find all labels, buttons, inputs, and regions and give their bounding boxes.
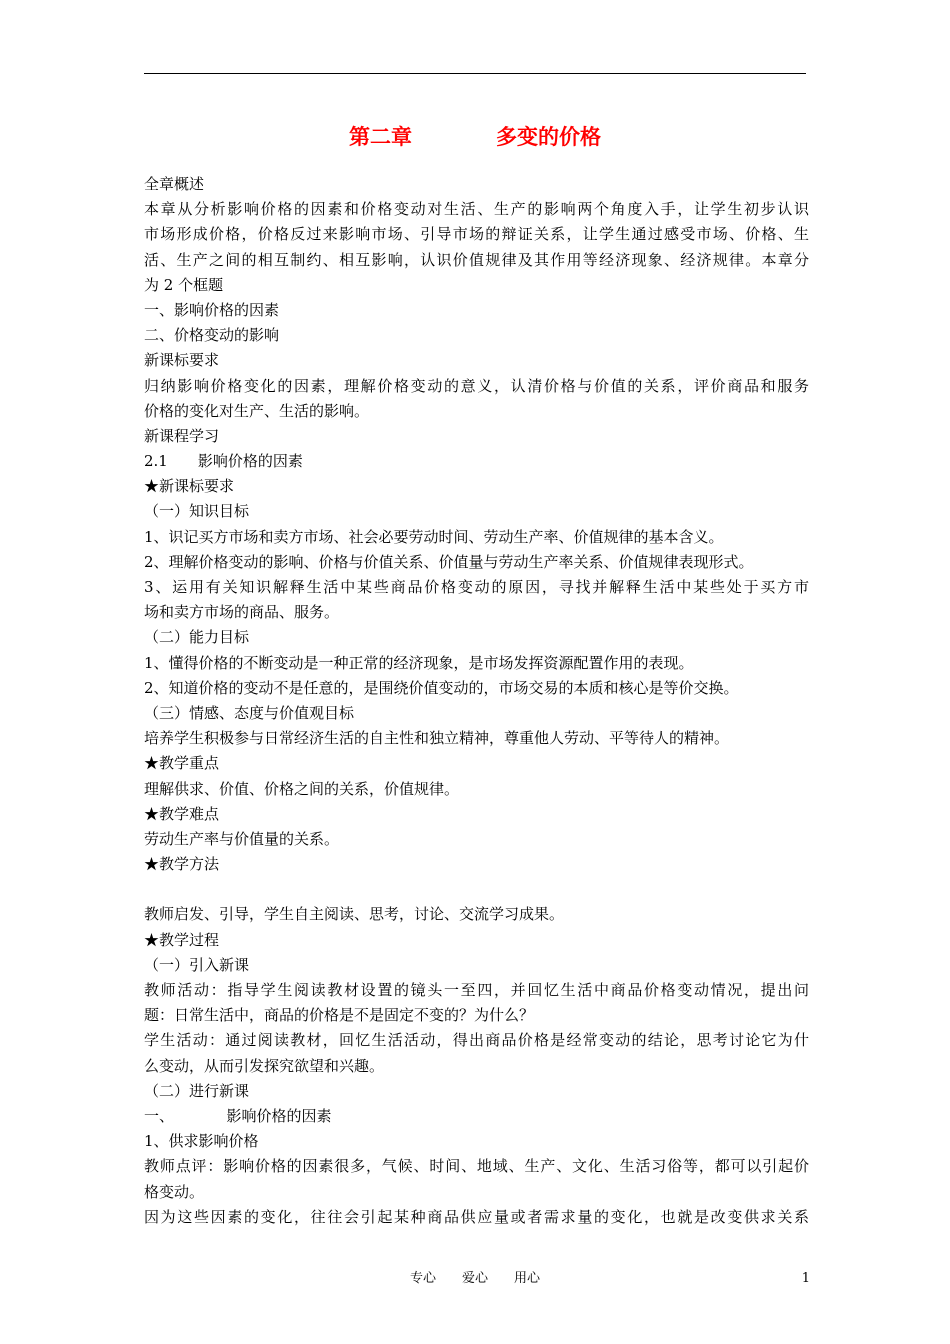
chapter-title: 第二章 多变的价格	[349, 125, 601, 149]
text-line: 教师启发、引导，学生自主阅读、思考，讨论、交流学习成果。	[144, 905, 565, 924]
document-body	[144, 172, 809, 1230]
text-line: ★教学重点	[144, 754, 220, 773]
text-line: （二）能力目标	[144, 628, 250, 647]
text-line: ★教学方法	[144, 855, 220, 874]
text-line: （一）引入新课	[144, 955, 250, 974]
text-line: 2.1 影响价格的因素	[144, 452, 303, 471]
text-line: （二）进行新课	[144, 1081, 250, 1100]
text-line: 1、懂得价格的不断变动是一种正常的经济现象，是市场发挥资源配置作用的表现。	[144, 653, 694, 672]
text-line: 价格的变化对生产、生活的影响。	[144, 401, 370, 420]
text-line: 一、 影响价格的因素	[144, 1106, 332, 1125]
text-line: ★教学难点	[144, 804, 220, 823]
text-line: 本章从分析影响价格的因素和价格变动对生活、生产的影响两个角度入手，让学生初步认识	[144, 200, 809, 219]
text-line: 教师点评：影响价格的因素很多，气候、时间、地域、生产、文化、生活习俗等，都可以引起价	[144, 1157, 809, 1176]
text-line: 学生活动：通过阅读教材，回忆生活活动，得出商品价格是经常变动的结论，思考讨论它为什	[144, 1031, 809, 1050]
text-line: 全章概述	[144, 175, 205, 193]
text-line: 新课程学习	[144, 426, 220, 445]
text-line: ★教学过程	[144, 930, 220, 949]
text-line	[144, 877, 809, 902]
text-line: （一）知识目标	[144, 502, 250, 521]
text-line: 归纳影响价格变化的因素，理解价格变动的意义，认清价格与价值的关系，评价商品和服务	[144, 376, 809, 395]
text-line: 场和卖方市场的商品、服务。	[144, 603, 340, 622]
text-line: 3、运用有关知识解释生活中某些商品价格变动的原因，寻找并解释生活中某些处于买方市	[144, 578, 809, 596]
text-line: 2、知道价格的变动不是任意的，是围绕价值变动的，市场交易的本质和核心是等价交换。	[144, 678, 739, 697]
text-line: 二、价格变动的影响	[144, 326, 280, 345]
text-line: ★新课标要求	[144, 477, 235, 496]
text-line: 教师活动：指导学生阅读教材设置的镜头一至四，并回忆生活中商品价格变动情况，提出问	[144, 981, 809, 999]
text-line: 格变动。	[144, 1182, 205, 1201]
text-line: 市场形成价格，价格反过来影响市场、引导市场的辩证关系，让学生通过感受市场、价格、生	[144, 225, 809, 244]
text-line: 培养学生积极参与日常经济生活的自主性和独立精神，尊重他人劳动、平等待人的精神。	[144, 729, 730, 748]
text-line: 题：日常生活中，商品的价格是不是固定不变的？为什么？	[144, 1006, 535, 1025]
page-number: 1	[801, 1271, 810, 1286]
text-line: 因为这些因素的变化，往往会引起某种商品供应量或者需求量的变化，也就是改变供求关系	[144, 1207, 809, 1226]
text-line: 活、生产之间的相互制约、相互影响，认识价值规律及其作用等经济现象、经济规律。本章分	[144, 250, 809, 269]
footer-motto: 专心 爱心 用心	[409, 1271, 540, 1286]
text-line: 为 2 个框题	[144, 275, 224, 294]
text-line: （三）情感、态度与价值观目标	[144, 703, 355, 722]
text-line: 一、影响价格的因素	[144, 300, 280, 319]
text-line: 么变动，从而引发探究欲望和兴趣。	[144, 1056, 385, 1075]
header-rule	[144, 73, 806, 74]
text-line: 1、供求影响价格	[144, 1132, 259, 1151]
text-line: 劳动生产率与价值量的关系。	[144, 829, 340, 848]
text-line: 2、理解价格变动的影响、价格与价值关系、价值量与劳动生产率关系、价值规律表现形式。	[144, 552, 754, 571]
text-line: 新课标要求	[144, 351, 220, 370]
text-line: 理解供求、价值、价格之间的关系，价值规律。	[144, 779, 460, 798]
text-line: 1、识记买方市场和卖方市场、社会必要劳动时间、劳动生产率、价值规律的基本含义。	[144, 527, 724, 546]
